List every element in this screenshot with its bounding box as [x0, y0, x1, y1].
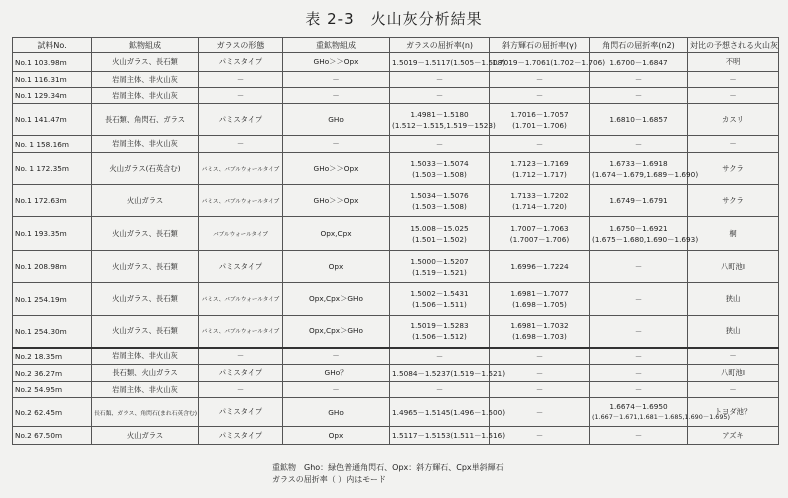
- header-mineral: 鉱物組成: [92, 38, 199, 53]
- cell-line: 1.5033－1.5074: [410, 158, 469, 168]
- cell-glass-form: －: [199, 72, 283, 88]
- cell-glass-form: パミスタイプ: [199, 104, 283, 136]
- cell-glass-form: パミスタイプ: [199, 251, 283, 283]
- cell-sample: No.1 193.35m: [13, 217, 92, 251]
- cell-line: (1.501－1.502): [412, 234, 467, 244]
- cell-line: (1.698－1.705): [512, 300, 567, 309]
- cell-line: －: [435, 385, 444, 394]
- cell-glass-form: パミス、バブルウォールタイプ: [199, 283, 283, 316]
- cell-line: －: [535, 139, 544, 149]
- cell-glass-ri: [390, 427, 506, 445]
- cell-hb-ri: [590, 348, 688, 365]
- cell-glass-ri: [390, 316, 490, 348]
- cell-line: －: [435, 75, 444, 84]
- cell-opx-ri: [490, 251, 590, 283]
- cell-line: －: [435, 351, 444, 361]
- header-glass-form: ガラスの形態: [199, 38, 283, 53]
- cell-line: 1.6810－1.6857: [609, 115, 668, 124]
- cell-glass-ri: [390, 217, 490, 251]
- cell-line: 1.7123－1.7169: [510, 158, 569, 168]
- cell-opx-ri: [490, 72, 590, 88]
- cell-opx-ri: [490, 217, 590, 251]
- cell-hb-ri: [590, 185, 688, 217]
- table-title: 表 2-3 火山灰分析結果: [305, 10, 483, 28]
- cell-glass-ri: [390, 104, 496, 136]
- cell-mineral: 岩屑主体、非火山灰: [92, 382, 199, 398]
- cell-opx-ri: [490, 283, 590, 316]
- table-row: [13, 185, 779, 217]
- cell-glass-form: パミスタイプ: [199, 365, 283, 382]
- cell-heavy-mineral: Opx,Cpx＞GHo: [283, 283, 390, 316]
- cell-heavy-mineral: －: [283, 72, 390, 88]
- cell-mineral: 火山ガラス、長石類: [92, 251, 199, 283]
- cell-heavy-mineral: Opx,Cpx＞GHo: [283, 316, 390, 348]
- analysis-table: [12, 37, 779, 445]
- cell-glass-ri: [390, 348, 490, 365]
- cell-line: －: [435, 139, 444, 149]
- cell-line: (1.7007－1.706): [509, 234, 570, 244]
- cell-glass-form: パミス、バブルウォールタイプ: [199, 153, 283, 185]
- cell-sample: No.1 129.34m: [13, 88, 92, 104]
- footnote-glass-ri: ガラスの屈折率（ ）内はモード: [272, 475, 386, 484]
- cell-tephra: 狭山: [688, 283, 779, 316]
- cell-tephra: －: [688, 382, 779, 398]
- cell-line: 1.4965－1.5145(1.496－1.500): [392, 407, 506, 417]
- cell-glass-ri: [390, 88, 490, 104]
- cell-line: 1.5034－1.5076: [410, 190, 469, 200]
- cell-sample: No.2 67.50m: [13, 427, 92, 445]
- table-row: [13, 217, 779, 251]
- cell-sample: No.1 254.19m: [13, 283, 92, 316]
- cell-line: 1.7133－1.7202: [510, 190, 569, 200]
- table-row: [13, 382, 779, 398]
- cell-mineral: 長石類、火山ガラス: [92, 365, 199, 382]
- cell-glass-ri: [390, 398, 506, 427]
- cell-glass-ri: [390, 185, 490, 217]
- table-row: [13, 251, 779, 283]
- cell-line: －: [634, 294, 643, 304]
- cell-opx-ri: [490, 136, 590, 153]
- cell-opx-ri: [490, 348, 590, 365]
- header-row: [13, 38, 779, 53]
- cell-sample: No.2 36.27m: [13, 365, 92, 382]
- table-row: [13, 153, 779, 185]
- cell-glass-form: パミスタイプ: [199, 427, 283, 445]
- header-opx-ri: 斜方輝石の屈折率(γ): [490, 38, 590, 53]
- cell-hb-ri: [590, 251, 688, 283]
- cell-line: (1.519－1.521): [412, 267, 467, 277]
- cell-hb-ri: [590, 365, 688, 382]
- cell-mineral: 火山ガラス: [92, 185, 199, 217]
- cell-glass-ri: [390, 382, 490, 398]
- cell-tephra: カスリ: [688, 104, 779, 136]
- cell-tephra: －: [688, 136, 779, 153]
- cell-mineral: 長石類、ガラス、角閃石(まれ石英含む): [92, 398, 199, 427]
- cell-glass-form: パミス、バブルウォールタイプ: [199, 185, 283, 217]
- cell-heavy-mineral: －: [283, 136, 390, 153]
- cell-glass-ri: [390, 365, 506, 382]
- cell-hb-ri: [590, 217, 699, 251]
- cell-hb-ri: [590, 153, 699, 185]
- table-body: [13, 53, 779, 445]
- cell-tephra: 八町池Ⅰ: [688, 365, 779, 382]
- cell-hb-ri: [590, 72, 688, 88]
- cell-heavy-mineral: －: [283, 382, 390, 398]
- cell-line: －: [634, 351, 643, 361]
- cell-line: 1.6733－1.6918: [609, 158, 668, 168]
- cell-hb-ri: [590, 382, 688, 398]
- cell-sample: No.1 103.98m: [13, 53, 92, 72]
- cell-line: (1.512－1.515,1.519－1523): [392, 120, 496, 130]
- cell-opx-ri: [490, 316, 590, 348]
- cell-line: －: [535, 91, 544, 100]
- cell-mineral: 火山ガラス、長石類: [92, 283, 199, 316]
- cell-sample: No.1 172.63m: [13, 185, 92, 217]
- cell-mineral: 岩屑主体、非火山灰: [92, 136, 199, 153]
- cell-line: 15.008－15.025: [410, 223, 469, 233]
- cell-sample: No.1 254.30m: [13, 316, 92, 348]
- cell-heavy-mineral: GHo: [283, 104, 390, 136]
- cell-opx-ri: [490, 53, 606, 72]
- table-row: [13, 88, 779, 104]
- cell-line: (1.506－1.512): [412, 332, 467, 342]
- cell-line: 1.5002－1.5431: [410, 289, 469, 298]
- cell-mineral: 火山ガラス: [92, 427, 199, 445]
- cell-line: 1.4981－1.5180: [410, 109, 469, 119]
- cell-line: －: [634, 262, 643, 271]
- cell-hb-ri: [590, 88, 688, 104]
- cell-glass-form: －: [199, 136, 283, 153]
- table-row: [13, 283, 779, 316]
- cell-line: －: [634, 75, 643, 84]
- cell-heavy-mineral: Opx: [283, 251, 390, 283]
- cell-glass-form: パミス、バブルウォールタイプ: [199, 316, 283, 348]
- cell-line: (1.503－1.508): [412, 169, 467, 179]
- cell-line: 1.6996－1.7224: [510, 262, 569, 271]
- cell-mineral: 岩屑主体、非火山灰: [92, 72, 199, 88]
- table-row: [13, 316, 779, 348]
- cell-heavy-mineral: Opx: [283, 427, 390, 445]
- cell-line: 1.6981－1.7077: [510, 289, 569, 298]
- cell-glass-form: －: [199, 382, 283, 398]
- cell-tephra: アズキ: [688, 427, 779, 445]
- cell-glass-form: －: [199, 88, 283, 104]
- header-tephra: 対比の予想される火山灰: [688, 38, 779, 53]
- cell-hb-ri: [590, 427, 688, 445]
- cell-hb-ri: [590, 398, 730, 427]
- cell-tephra: サクラ: [688, 185, 779, 217]
- cell-tephra: －: [688, 88, 779, 104]
- cell-sample: No.2 18.35m: [13, 348, 92, 365]
- cell-line: －: [535, 407, 544, 417]
- cell-line: 1.5117－1.5153(1.511－1.516): [392, 431, 506, 440]
- cell-sample: No.2 62.45m: [13, 398, 92, 427]
- cell-line: －: [634, 368, 643, 378]
- cell-hb-ri: [590, 104, 688, 136]
- cell-line: －: [634, 431, 643, 440]
- cell-heavy-mineral: GHo？: [283, 365, 390, 382]
- cell-mineral: 火山ガラス、長石類: [92, 217, 199, 251]
- cell-glass-ri: [390, 136, 490, 153]
- cell-tephra: 桐: [688, 217, 779, 251]
- cell-glass-form: パミスタイプ: [199, 53, 283, 72]
- cell-sample: No. 1 158.16m: [13, 136, 92, 153]
- cell-mineral: 火山ガラス、長石類: [92, 53, 199, 72]
- cell-tephra: －: [688, 348, 779, 365]
- cell-line: 1.6981－1.7032: [510, 321, 569, 331]
- table-row: [13, 53, 779, 72]
- header-glass-ri: ガラスの屈折率(n): [390, 38, 490, 53]
- cell-tephra: 八町池Ⅰ: [688, 251, 779, 283]
- cell-glass-form: －: [199, 348, 283, 365]
- cell-line: 1.6749－1.6791: [609, 196, 668, 205]
- cell-glass-ri: [390, 153, 490, 185]
- cell-tephra: －: [688, 72, 779, 88]
- cell-line: 1.7019－1.7061(1.702－1.706): [492, 57, 606, 67]
- cell-heavy-mineral: －: [283, 348, 390, 365]
- cell-mineral: 岩屑主体、非火山灰: [92, 88, 199, 104]
- cell-mineral: 長石類、角閃石、ガラス: [92, 104, 199, 136]
- cell-heavy-mineral: GHo＞＞Opx: [283, 53, 390, 72]
- table-row: [13, 104, 779, 136]
- table-row: [13, 427, 779, 445]
- cell-sample: No.1 141.47m: [13, 104, 92, 136]
- cell-glass-form: パミスタイプ: [199, 398, 283, 427]
- cell-opx-ri: [490, 153, 590, 185]
- cell-line: (1.506－1.511): [412, 300, 467, 309]
- cell-glass-ri: [390, 53, 506, 72]
- cell-line: 1.7016－1.7057: [510, 109, 569, 119]
- cell-sample: No.1 116.31m: [13, 72, 92, 88]
- header-heavy-mineral: 重鉱物組成: [283, 38, 390, 53]
- cell-line: －: [634, 91, 643, 100]
- cell-line: 1.6674－1.6950: [609, 402, 668, 411]
- cell-line: －: [535, 385, 544, 394]
- table-row: [13, 136, 779, 153]
- cell-line: 1.6700－1.6847: [609, 57, 668, 67]
- cell-glass-form: バブルウォールタイプ: [199, 217, 283, 251]
- cell-line: －: [535, 351, 544, 361]
- cell-sample: No.1 208.98m: [13, 251, 92, 283]
- cell-line: (1.674－1.679,1.689－1.690): [592, 169, 699, 179]
- cell-line: (1.712－1.717): [512, 169, 567, 179]
- cell-glass-ri: [390, 283, 490, 316]
- cell-glass-ri: [390, 72, 490, 88]
- cell-line: 1.5019－1.5283: [410, 321, 469, 331]
- cell-sample: No.2 54.95m: [13, 382, 92, 398]
- cell-sample: No. 1 172.35m: [13, 153, 92, 185]
- cell-heavy-mineral: Opx,Cpx: [283, 217, 390, 251]
- cell-heavy-mineral: GHo＞＞Opx: [283, 185, 390, 217]
- table-row: [13, 398, 779, 427]
- cell-line: 1.7007－1.7063: [510, 223, 569, 233]
- cell-glass-ri: [390, 251, 490, 283]
- cell-heavy-mineral: －: [283, 88, 390, 104]
- header-hb-ri: 角閃石の屈折率(n2): [590, 38, 688, 53]
- cell-line: (1.503－1.508): [412, 201, 467, 211]
- cell-line: 1.5019－1.5117(1.505－1.508): [392, 57, 506, 67]
- cell-line: (1.701－1.706): [512, 120, 567, 130]
- footnotes: [272, 462, 504, 486]
- cell-opx-ri: [490, 185, 590, 217]
- cell-line: －: [634, 139, 643, 149]
- table-row: [13, 365, 779, 382]
- cell-line: (1.698－1.703): [512, 332, 567, 342]
- cell-tephra: サクラ: [688, 153, 779, 185]
- cell-line: (1.667－1.671,1.681－1.685,1.690－1.695): [592, 413, 730, 421]
- cell-heavy-mineral: GHo＞＞Opx: [283, 153, 390, 185]
- cell-line: －: [535, 75, 544, 84]
- cell-mineral: 火山ガラス、長石類: [92, 316, 199, 348]
- footnote-heavy-minerals: 重鉱物 Gho：緑色普通角閃石、Opx：斜方輝石、Cpx単斜輝石: [272, 463, 504, 472]
- cell-line: 1.6750－1.6921: [609, 223, 668, 233]
- cell-line: 1.5084－1.5237(1.519－1.521): [392, 368, 506, 378]
- cell-line: (1.675－1.680,1.690－1.693): [592, 234, 699, 244]
- cell-line: －: [535, 431, 544, 440]
- cell-opx-ri: [490, 104, 590, 136]
- cell-line: －: [634, 326, 643, 336]
- cell-tephra: 不明: [688, 53, 779, 72]
- cell-line: (1.714－1.720): [512, 201, 567, 211]
- cell-opx-ri: [490, 88, 590, 104]
- cell-line: 1.5000－1.5207: [410, 256, 469, 266]
- cell-line: －: [634, 385, 643, 394]
- cell-tephra: 狭山: [688, 316, 779, 348]
- cell-hb-ri: [590, 316, 688, 348]
- cell-heavy-mineral: GHo: [283, 398, 390, 427]
- cell-opx-ri: [490, 382, 590, 398]
- header-sample: 試料No.: [13, 38, 92, 53]
- cell-mineral: 岩屑主体、非火山灰: [92, 348, 199, 365]
- cell-line: －: [435, 91, 444, 100]
- cell-tephra: トヨダ池？: [688, 398, 779, 427]
- table-row: [13, 72, 779, 88]
- cell-hb-ri: [590, 283, 688, 316]
- table-row: [13, 348, 779, 365]
- cell-line: －: [535, 368, 544, 378]
- cell-mineral: 火山ガラス(石英含む): [92, 153, 199, 185]
- cell-hb-ri: [590, 136, 688, 153]
